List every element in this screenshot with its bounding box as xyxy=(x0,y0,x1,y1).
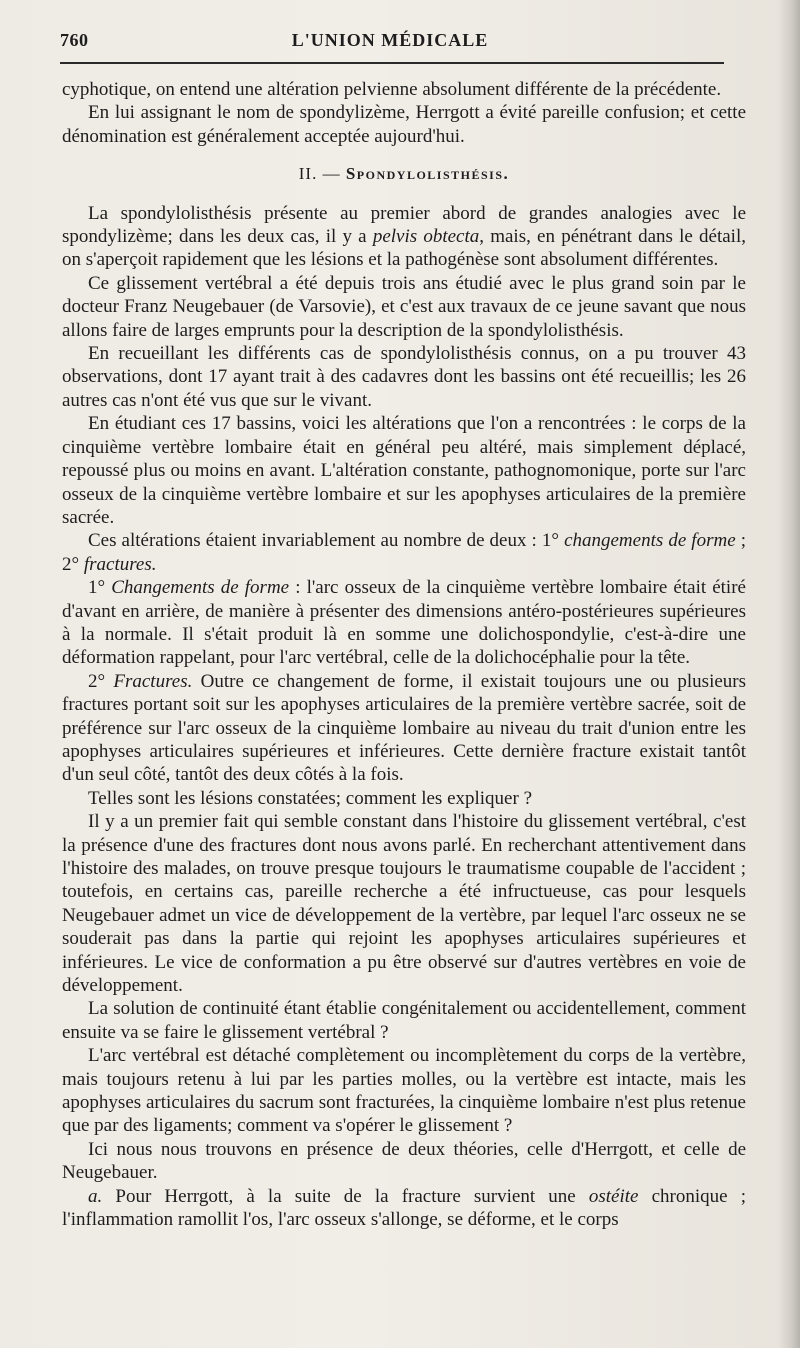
paragraph-8: 1° Changements de forme : l'arc osseux de la cinquième vertèbre lombaire était étiré d'avant en arrière, de manière à présenter des dimensions antéro-postérieures supérieures à la normale. Il s'était produit là en somme une dolichospondylie, c'est-à-dire une déformation rappelant, pour l'arc vertébral, celle de la dolichocéphalie pour la tête. xyxy=(62,577,746,669)
page-number: 760 xyxy=(60,30,89,50)
binding-shadow xyxy=(778,0,800,1348)
paragraph-9: 2° Fractures. Outre ce changement de forme, il existait toujours une ou plusieurs fractures portant soit sur les apophyses articulaires de la première vertèbre sacrée, soit de préférence sur l'arc osseux de la cinquième lombaire au niveau du trait d'union entre les apophyses articulaires supérieures et inférieures. Cette dernière fracture existait tantôt d'un seul côté, tantôt des deux côtés à la fois. xyxy=(62,670,746,786)
paragraph-1: cyphotique, on entend une altération pelvienne absolument différente de la précédente. xyxy=(62,79,722,100)
paragraph-4: Ce glissement vertébral a été depuis trois ans étudié avec le plus grand soin par le docteur Franz Neugebauer (de Varsovie), et c'est aux travaux de ce jeune savant que nous allons faire de larges emprunts pour la description de la spondylolisthésis. xyxy=(62,272,746,341)
latin-term: pelvis obtecta xyxy=(372,226,480,248)
paragraph-7: Ces altérations étaient invariablement au nombre de deux : 1° changements de forme ; 2° fractures. xyxy=(62,530,746,575)
paragraph-12: La solution de continuité étant établie congénitalement ou accidentellement, comment ensuite va se faire le glissement vertébral ? xyxy=(62,998,746,1043)
paragraph-15: a. Pour Herrgott, à la suite de la fracture survient une ostéite chronique ; l'inflammation ramollit l'os, l'arc osseux s'allonge, se déforme, et le corps xyxy=(62,1185,746,1231)
paragraph-14: Ici nous nous trouvons en présence de deux théories, celle d'Herrgott, et celle de Neugebauer. xyxy=(62,1138,746,1184)
paragraph-6: En étudiant ces 17 bassins, voici les altérations que l'on a rencontrées : le corps de la cinquième vertèbre lombaire était en général peu altéré, mais simplement déplacé, repoussé plus ou moins en avant. L'altération constante, pathognomonique, porte sur l'arc osseux de la cinquième vertèbre lombaire et sur les apophyses articulaires de la première sacrée. xyxy=(62,413,746,528)
paragraph-11: Il y a un premier fait qui semble constant dans l'histoire du glissement vertébral, c'est la présence d'une des fractures dont nous avons parlé. En recherchant attentivement dans l'histoire des malades, on trouve presque toujours le traumatisme coupable de l'accident ; toutefois, en certains cas, pareille recherche a été infructueuse, cas pour lesquels Neugebauer admet un vice de développement de la vertèbre, par lequel l'arc osseux ne se souderait pas dans la partie qui rejoint les apophyses articulaires supérieures et inférieures. Le vice de conformation a pu être observé sur d'autres vertèbres en voie de développement. xyxy=(62,811,746,997)
paragraph-2: En lui assignant le nom de spondylizème, Herrgott a évité pareille confusion; et cette dénomination est généralement acceptée aujourd'hui. xyxy=(62,102,746,147)
running-title: L'UNION MÉDICALE xyxy=(291,30,489,50)
paragraph-3: La spondylolisthésis présente au premier abord de grandes analogies avec le spondylizème; dans les deux cas, il y a pelvis obtecta, mais, en pénétrant dans le détail, on s'aperçoit rapidement que les lésions et la pathogénèse sont absolument différentes. xyxy=(62,202,746,271)
body-text xyxy=(62,78,746,1232)
paragraph-13: L'arc vertébral est détaché complètement ou incomplètement du corps de la vertèbre, mais toujours retenu à lui par les parties molles, ou la vertèbre est intacte, mais les apophyses articulaires du sacrum sont fracturées, la cinquième lombaire n'est plus retenue que par des ligaments; comment va s'opérer le glissement ? xyxy=(62,1045,746,1137)
section-number: II. — xyxy=(298,164,341,184)
section-heading xyxy=(62,162,746,185)
section-title: Spondylolisthésis. xyxy=(345,164,510,184)
paragraph-10: Telles sont les lésions constatées; comment les expliquer ? xyxy=(88,787,533,809)
paragraph-5: En recueillant les différents cas de spondylolisthésis connus, on a pu trouver 43 observations, dont 17 ayant trait à des cadavres dont les bassins ont été recueillis; les 26 autres cas n'ont été vus que sur le vivant. xyxy=(62,343,746,411)
header-rule xyxy=(60,62,724,64)
page-header xyxy=(60,30,720,60)
